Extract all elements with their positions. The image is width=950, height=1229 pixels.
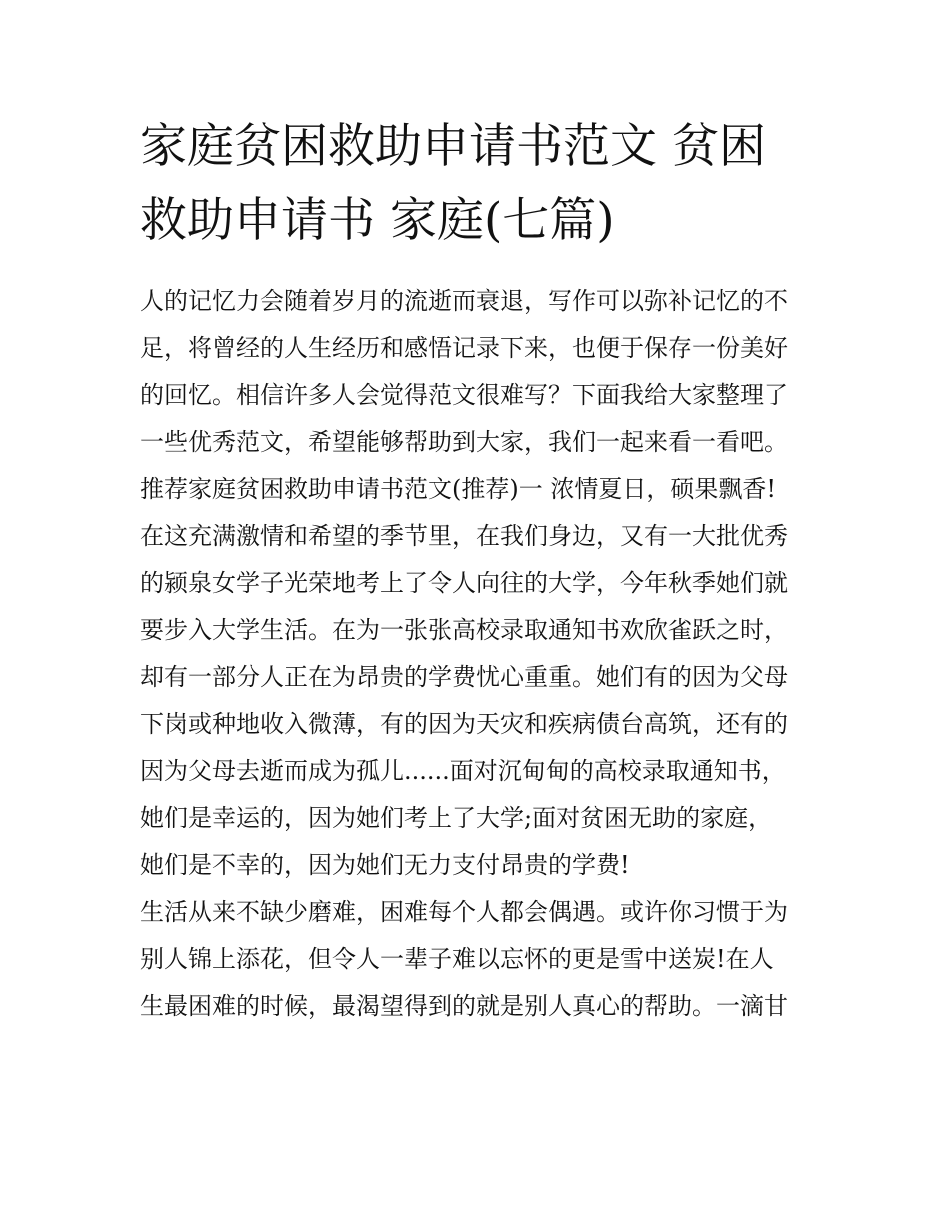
body-line: 生活从来不缺少磨难，困难每个人都会偶遇。或许你习惯于为 xyxy=(140,898,788,926)
title-line: 救助申请书 家庭(七篇) xyxy=(140,193,615,248)
body-line: 别人锦上添花，但令人一辈子难以忘怀的更是雪中送炭!在人 xyxy=(140,945,774,973)
body-line: 的颍泉女学子光荣地考上了令人向往的大学，今年秋季她们就 xyxy=(140,569,788,597)
body-line: 在这充满激情和希望的季节里，在我们身边，又有一大批优秀 xyxy=(140,522,788,550)
body-line: 她们是幸运的，因为她们考上了大学;面对贫困无助的家庭， xyxy=(140,804,773,832)
body-line: 却有一部分人正在为昂贵的学费忧心重重。她们有的因为父母 xyxy=(140,663,788,691)
body-line: 因为父母去逝而成为孤儿......面对沉甸甸的高校录取通知书， xyxy=(140,757,786,785)
body-line: 一些优秀范文，希望能够帮助到大家，我们一起来看一看吧。 xyxy=(140,428,788,456)
body-line: 人的记忆力会随着岁月的流逝而衰退，写作可以弥补记忆的不 xyxy=(140,287,788,315)
body-line: 生最困难的时候，最渴望得到的就是别人真心的帮助。一滴甘 xyxy=(140,992,788,1020)
title-line: 家庭贫困救助申请书范文 贫困 xyxy=(140,119,766,174)
body-line: 她们是不幸的，因为她们无力支付昂贵的学费! xyxy=(140,851,630,879)
document-title xyxy=(140,110,820,258)
body-line: 要步入大学生活。在为一张张高校录取通知书欢欣雀跃之时， xyxy=(140,616,788,644)
body-line: 的回忆。相信许多人会觉得范文很难写？下面我给大家整理了 xyxy=(140,381,788,409)
body-text xyxy=(140,278,840,1030)
body-line: 下岗或种地收入微薄，有的因为天灾和疾病债台高筑，还有的 xyxy=(140,710,788,738)
body-line: 足，将曾经的人生经历和感悟记录下来，也便于保存一份美好 xyxy=(140,334,788,362)
body-line: 推荐家庭贫困救助申请书范文(推荐)一 浓情夏日，硕果飘香! xyxy=(140,475,776,503)
